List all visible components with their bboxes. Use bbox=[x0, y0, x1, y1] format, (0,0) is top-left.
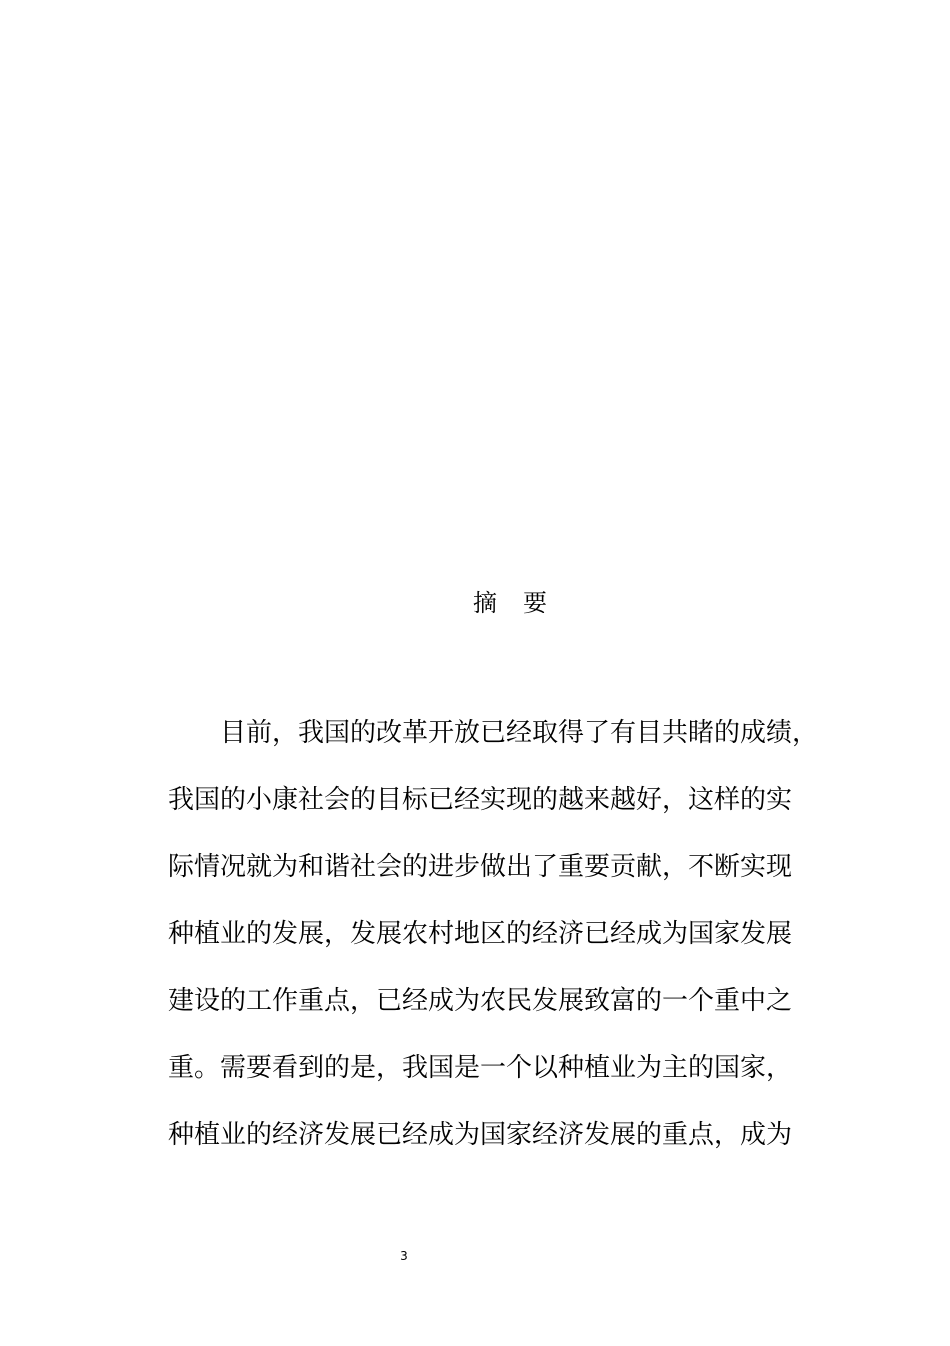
paragraph-line-1: 目前，我国的改革开放已经取得了有目共睹的成绩， bbox=[220, 718, 819, 748]
paragraph-line-2: 我国的小康社会的目标已经实现的越来越好，这样的实 bbox=[168, 785, 793, 815]
paragraph-line-4: 种植业的发展，发展农村地区的经济已经成为国家发展 bbox=[168, 919, 793, 949]
abstract-paragraph bbox=[168, 700, 828, 1169]
paragraph-line-3: 际情况就为和谐社会的进步做出了重要贡献，不断实现 bbox=[168, 852, 793, 882]
paragraph-line-6: 重。需要看到的是，我国是一个以种植业为主的国家， bbox=[168, 1053, 793, 1083]
abstract-title-char-1: 摘 bbox=[473, 589, 497, 617]
abstract-title bbox=[473, 583, 547, 623]
paragraph-line-5: 建设的工作重点，已经成为农民发展致富的一个重中之 bbox=[168, 986, 793, 1016]
paragraph-line-7: 种植业的经济发展已经成为国家经济发展的重点，成为 bbox=[168, 1120, 793, 1150]
abstract-title-char-2: 要 bbox=[523, 589, 547, 617]
page-number: 3 bbox=[400, 1249, 408, 1263]
